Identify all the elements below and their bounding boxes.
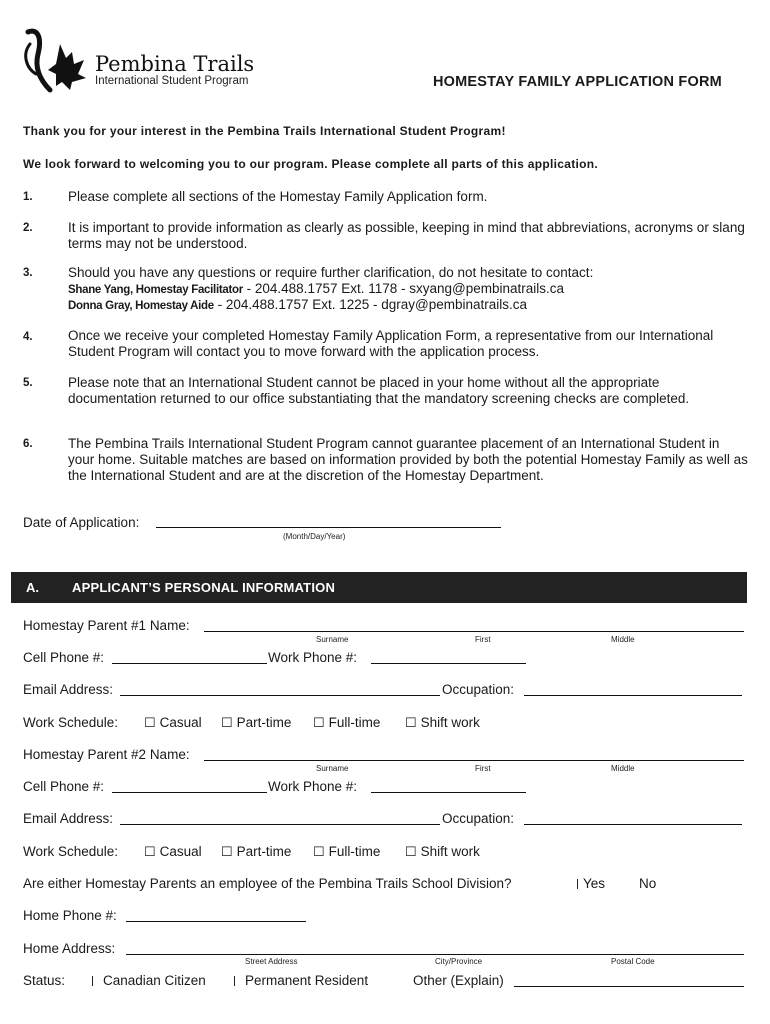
home-address-label: Home Address:	[23, 941, 116, 956]
contact-details: - 204.488.1757 Ext. 1225 - dgray@pembinatrails.ca	[213, 297, 528, 312]
work-phone-input[interactable]	[371, 792, 526, 793]
parent1-name-input[interactable]	[204, 631, 744, 632]
home-phone-label: Home Phone #:	[23, 908, 117, 923]
citizen-label: Canadian Citizen	[103, 973, 206, 988]
section-letter: A.	[26, 580, 39, 595]
shiftwork-label: Shift work	[420, 844, 480, 859]
email-label: Email Address:	[23, 682, 114, 697]
occupation-input[interactable]	[524, 695, 742, 696]
item-number: 3.	[23, 267, 33, 279]
resident-option[interactable]	[234, 973, 368, 988]
city-hint: City/Province	[435, 957, 483, 966]
casual-label: Casual	[159, 715, 202, 730]
middle-hint: Middle	[611, 635, 635, 644]
pembina-trails-logo-icon	[20, 24, 92, 96]
form-title: HOMESTAY FAMILY APPLICATION FORM	[433, 74, 722, 90]
parttime-label: Part-time	[236, 844, 292, 859]
status-label: Status:	[23, 973, 66, 988]
date-label: Date of Application:	[23, 515, 140, 530]
surname-hint: Surname	[316, 764, 349, 773]
parttime-checkbox[interactable]	[221, 715, 291, 731]
occupation-label: Occupation:	[442, 682, 515, 697]
checkbox-icon: ☐	[313, 844, 325, 859]
item-number: 1.	[23, 191, 33, 203]
work-schedule-label: Work Schedule:	[23, 844, 119, 859]
checkbox-icon: ☐	[405, 715, 417, 730]
home-address-input[interactable]	[126, 954, 744, 955]
checkbox-icon	[92, 976, 93, 986]
first-hint: First	[475, 764, 491, 773]
employee-question: Are either Homestay Parents an employee of the Pembina Trails School Division?	[23, 876, 512, 891]
fulltime-checkbox[interactable]	[313, 844, 380, 860]
middle-hint: Middle	[611, 764, 635, 773]
cell-phone-input[interactable]	[112, 663, 267, 664]
citizen-option[interactable]	[92, 973, 206, 988]
no-option[interactable]: No	[639, 876, 657, 891]
parent2-name-label: Homestay Parent #2 Name:	[23, 747, 190, 762]
item-text: Once we receive your completed Homestay Family Application Form, a representative from our International Student Program will contact you to move forward with the application process.	[68, 328, 714, 359]
checkbox-icon: ☐	[144, 715, 156, 730]
parttime-checkbox[interactable]	[221, 844, 291, 860]
section-title: APPLICANT’S PERSONAL INFORMATION	[72, 580, 336, 595]
shiftwork-checkbox[interactable]	[405, 715, 480, 731]
other-label: Other (Explain)	[413, 973, 504, 988]
work-phone-label: Work Phone #:	[268, 779, 358, 794]
cell-phone-input[interactable]	[112, 792, 267, 793]
checkbox-icon: ☐	[313, 715, 325, 730]
work-phone-input[interactable]	[371, 663, 526, 664]
occupation-label: Occupation:	[442, 811, 515, 826]
cell-phone-label: Cell Phone #:	[23, 650, 105, 665]
intro-line-1: Thank you for your interest in the Pembina Trails International Student Program!	[23, 124, 506, 138]
item-number: 5.	[23, 377, 33, 389]
item-text: Please note that an International Student cannot be placed in your home without all the appropriate documentation returned to our office substantiating that the mandatory screening checks are completed.	[68, 375, 690, 406]
section-a-header	[11, 572, 747, 603]
email-input[interactable]	[120, 824, 440, 825]
fulltime-label: Full-time	[328, 844, 381, 859]
checkbox-icon	[577, 879, 578, 889]
fulltime-checkbox[interactable]	[313, 715, 380, 731]
other-explain-input[interactable]	[514, 986, 744, 987]
shiftwork-label: Shift work	[420, 715, 480, 730]
casual-checkbox[interactable]	[144, 715, 202, 731]
checkbox-icon: ☐	[144, 844, 156, 859]
checkbox-icon: ☐	[221, 844, 233, 859]
parttime-label: Part-time	[236, 715, 292, 730]
program-name: International Student Program	[95, 75, 249, 87]
resident-label: Permanent Resident	[245, 973, 369, 988]
checkbox-icon: ☐	[405, 844, 417, 859]
parent2-name-input[interactable]	[204, 760, 744, 761]
work-phone-label: Work Phone #:	[268, 650, 358, 665]
casual-label: Casual	[159, 844, 202, 859]
yes-label: Yes	[583, 876, 606, 891]
item-text: Should you have any questions or require further clarification, do not hesitate to contact:	[68, 265, 594, 280]
work-schedule-label: Work Schedule:	[23, 715, 119, 730]
home-phone-input[interactable]	[126, 921, 306, 922]
contact-name: Shane Yang, Homestay Facilitator	[68, 284, 243, 296]
intro-line-2: We look forward to welcoming you to our program. Please complete all parts of this application.	[23, 157, 599, 171]
contact-details: - 204.488.1757 Ext. 1178 - sxyang@pembinatrails.ca	[242, 281, 565, 296]
surname-hint: Surname	[316, 635, 349, 644]
date-hint: (Month/Day/Year)	[283, 532, 346, 541]
street-hint: Street Address	[245, 957, 298, 966]
cell-phone-label: Cell Phone #:	[23, 779, 105, 794]
checkbox-icon: ☐	[221, 715, 233, 730]
yes-option[interactable]	[577, 876, 605, 891]
email-input[interactable]	[120, 695, 440, 696]
postal-hint: Postal Code	[611, 957, 655, 966]
date-input[interactable]	[156, 527, 501, 528]
parent1-name-label: Homestay Parent #1 Name:	[23, 618, 190, 633]
org-name: Pembina Trails	[95, 52, 255, 76]
fulltime-label: Full-time	[328, 715, 381, 730]
item-number: 4.	[23, 331, 33, 343]
contact-name: Donna Gray, Homestay Aide	[68, 300, 214, 312]
casual-checkbox[interactable]	[144, 844, 202, 860]
first-hint: First	[475, 635, 491, 644]
email-label: Email Address:	[23, 811, 114, 826]
contact-line	[68, 297, 748, 315]
checkbox-icon	[234, 976, 235, 986]
shiftwork-checkbox[interactable]	[405, 844, 480, 860]
item-text: It is important to provide information as clearly as possible, keeping in mind that abbreviations, acronyms or slang terms may not be understood.	[68, 220, 745, 251]
item-number: 6.	[23, 438, 33, 450]
item-text: Please complete all sections of the Homestay Family Application form.	[68, 189, 488, 204]
item-number: 2.	[23, 222, 33, 234]
item-text: The Pembina Trails International Student Program cannot guarantee placement of an International Student in your home. Suitable matches are based on information provided by both the potential Homestay Family as well as the International Student and are at the discretion of the Homestay Department.	[68, 436, 748, 483]
occupation-input[interactable]	[524, 824, 742, 825]
